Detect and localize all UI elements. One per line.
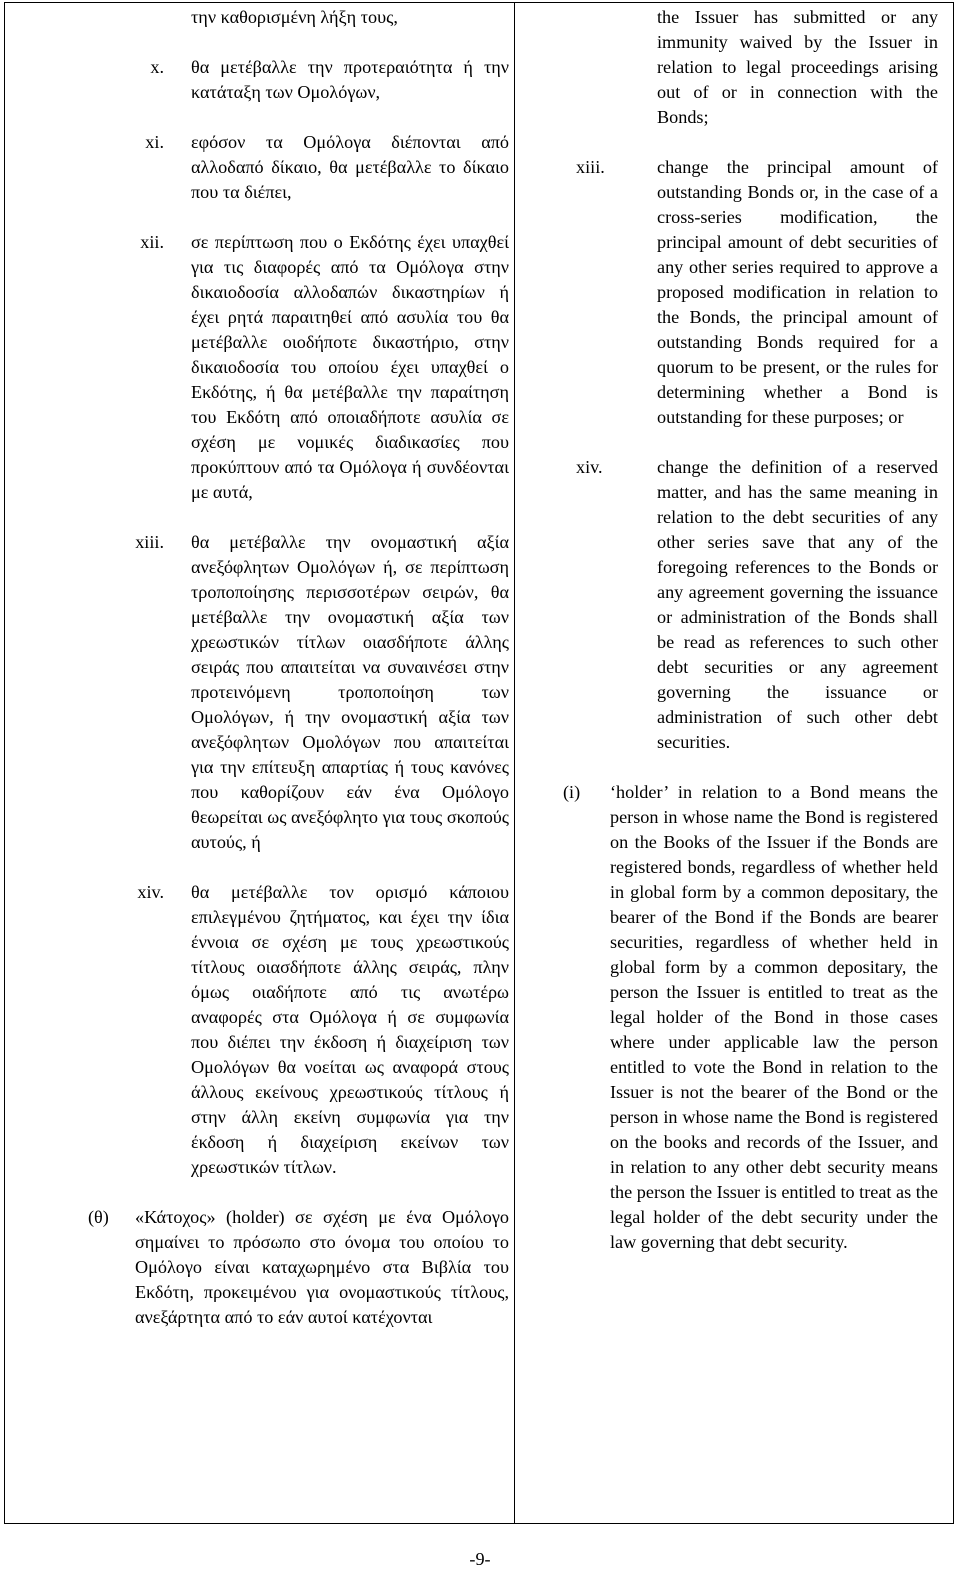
continuation-paragraph: την καθορισμένη λήξη τους,	[191, 7, 398, 27]
list-item	[515, 455, 954, 755]
item-number: xiii.	[135, 532, 164, 552]
item-text: θα μετέβαλλε την προτεραιότητα ή την κατάταξη των Ομολόγων,	[191, 57, 509, 102]
item-text: θα μετέβαλλε την ονομαστική αξία ανεξόφλητων Ομολόγων ή, σε περίπτωση τροποποίησης περισσοτέρων σειρών, θα μετέβαλλε την ονομαστική αξία των χρεωστικών τίτλων οιασδήποτε άλλης σειράς που απαιτείται να συναινέσει στην προτεινόμενη τροποποίηση των Ομολόγων, ή την ονομαστική αξία των ανεξόφλητων Ομολόγων που απαιτείται για την επίτευξη απαρτίας ή τους κανόνες που καθορίζουν εάν ένα Ομόλογο θεωρείται ως ανεξόφλητο για τους σκοπούς αυτούς, ή	[191, 532, 509, 852]
list-item	[4, 130, 514, 205]
definition-item	[515, 780, 954, 1255]
english-column	[515, 5, 954, 1255]
list-item	[515, 155, 954, 430]
item-text: σε περίπτωση που ο Εκδότης έχει υπαχθεί για τις διαφορές από τα Ομόλογα στην δικαιοδοσία αλλοδαπών δικαστηρίων ή έχει ρητά παραιτηθεί από ασυλία του θα μετέβαλλε οιοδήποτε δικαστήριο, στην δικαιοδοσία του οποίου έχει υπαχθεί ο Εκδότης, ή θα μετέβαλλε την παραίτηση του Εκδότη από οποιαδήποτε ασυλία σε σχέση με νομικές διαδικασίες που προκύπτουν από τα Ομόλογα ή συνδέονται με αυτά,	[191, 232, 509, 502]
page-number: -9-	[469, 1549, 491, 1569]
item-text: change the principal amount of outstanding Bonds or, in the case of a cross-series modification, the principal amount of debt securities of any other series required to approve a proposed modification in relation to the Bonds, the principal amount of outstanding Bonds required for a quorum to be present, or the rules for determining whether a Bond is outstanding for these purposes; or	[657, 157, 938, 427]
item-text: εφόσον τα Ομόλογα διέπονται από αλλοδαπό δίκαιο, θα μετέβαλλε το δίκαιο που τα διέπει,	[191, 132, 509, 202]
item-text: «Κάτοχος» (holder) σε σχέση με ένα Ομόλογο σημαίνει το πρόσωπο στο όνομα του οποίου το Ομόλογο είναι καταχωρημένο στα Βιβλία του Εκδότη, προκειμένου για ονομαστικούς τίτλους, ανεξάρτητα από το εάν αυτοί κατέχονται	[135, 1207, 509, 1327]
item-number: xii.	[140, 232, 164, 252]
definition-item	[4, 1205, 514, 1330]
item-number: xiii.	[576, 157, 605, 177]
continuation-paragraph: the Issuer has submitted or any immunity waived by the Issuer in relation to legal proceedings arising out of or in connection with the Bonds;	[657, 7, 938, 127]
item-text: change the definition of a reserved matter, and has the same meaning in relation to the debt securities of any other series save that any of the foregoing references to the Bonds or any agreement governing the issuance or administration of the Bonds shall be read as references to such other debt securities or any agreement governing the issuance or administration of such other debt securities.	[657, 457, 938, 752]
item-text: θα μετέβαλλε τον ορισμό κάποιου επιλεγμένου ζητήματος, και έχει την ίδια έννοια σε σχέση με τους χρεωστικούς τίτλους οιασδήποτε άλλης σειράς, πλην όμως οιαδήποτε από τις ανωτέρω αναφορές στα Ομόλογα ή σε συμφωνία που διέπει την έκδοση ή διαχείριση των Ομολόγων θα νοείται ως αναφορά στους άλλους εκείνους χρεωστικούς τίτλους ή στην άλλη εκείνη συμφωνία για την έκδοση ή διαχείριση εκείνων των χρεωστικών τίτλων.	[191, 882, 509, 1177]
list-item	[4, 230, 514, 505]
item-number: xiv.	[576, 457, 603, 477]
list-item	[4, 880, 514, 1180]
item-number: xi.	[145, 132, 164, 152]
item-text: ‘holder’ in relation to a Bond means the person in whose name the Bond is registered on the Books of the Issuer if the Bonds are registered bonds, regardless of whether held in global form by a common depositary, the bearer of the Bond if the Bonds are bearer securities, regardless of whether held in global form by a common depositary, the person the Issuer is entitled to treat as the legal holder of the Bond in those cases where under applicable law the person entitled to vote the Bond in relation to the Issuer is not the bearer of the Bond or the person in whose name the Bond is registered on the books and records of the Issuer, and in relation to any other debt security means the person the Issuer is entitled to treat as the legal holder of the debt security under the law governing that debt security.	[610, 782, 938, 1252]
greek-column	[4, 5, 514, 1330]
item-number: xiv.	[137, 882, 164, 902]
item-number: (θ)	[88, 1207, 109, 1227]
list-item	[4, 55, 514, 105]
list-item	[4, 530, 514, 855]
item-number: x.	[150, 57, 164, 77]
item-number: (i)	[563, 782, 581, 802]
